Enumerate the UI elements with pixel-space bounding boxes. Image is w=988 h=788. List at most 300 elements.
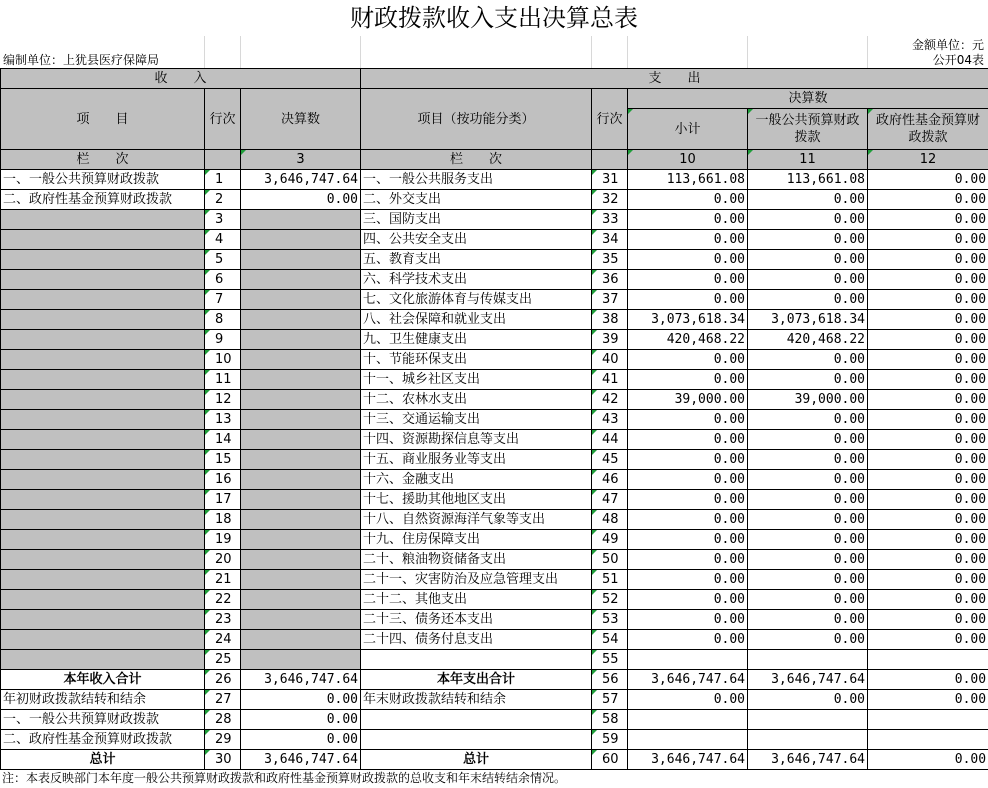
general-budget-cell: 0.00 (748, 430, 868, 450)
income-item-cell (1, 630, 205, 650)
subtotal-cell: 0.00 (628, 690, 748, 710)
line-number-cell: 30 (205, 750, 241, 770)
fund-budget-cell: 0.00 (868, 210, 988, 230)
line-number-cell: 41 (592, 370, 628, 390)
fiscal-table (0, 68, 988, 770)
subtotal-cell: 0.00 (628, 570, 748, 590)
general-budget-cell: 420,468.22 (748, 330, 868, 350)
general-budget-cell: 3,646,747.64 (748, 750, 868, 770)
subtotal-cell (628, 650, 748, 670)
general-budget-cell: 0.00 (748, 270, 868, 290)
line-number-cell: 14 (205, 430, 241, 450)
fund-budget-cell: 0.00 (868, 370, 988, 390)
sheet-gridline (591, 36, 592, 68)
income-amount-cell: 0.00 (241, 710, 361, 730)
column-index-label: 栏 次 (361, 150, 592, 170)
income-amount-cell (241, 530, 361, 550)
column-index: 12 (868, 150, 988, 170)
income-amount-cell (241, 270, 361, 290)
subtotal-cell: 0.00 (628, 290, 748, 310)
subtotal-cell: 420,468.22 (628, 330, 748, 350)
table-row (1, 670, 988, 690)
table-row (1, 570, 988, 590)
footnote: 注：本表反映部门本年度一般公共预算财政拨款和政府性基金预算财政拨款的总收支和年末结转结余情况。 (2, 771, 567, 785)
general-budget-cell: 0.00 (748, 370, 868, 390)
subtotal-cell: 0.00 (628, 370, 748, 390)
income-amount-cell (241, 330, 361, 350)
line-number-cell: 52 (592, 590, 628, 610)
line-number-cell: 20 (205, 550, 241, 570)
income-item-cell (1, 290, 205, 310)
income-amount-cell (241, 590, 361, 610)
column-index-label: 栏 次 (1, 150, 205, 170)
table-row (1, 610, 988, 630)
expense-item-cell: 本年支出合计 (361, 670, 592, 690)
income-amount-cell (241, 230, 361, 250)
expense-item-cell: 九、卫生健康支出 (361, 330, 592, 350)
column-index: 11 (748, 150, 868, 170)
general-budget-cell: 0.00 (748, 190, 868, 210)
general-budget-cell: 0.00 (748, 490, 868, 510)
line-no-header: 行次 (205, 89, 241, 150)
table-row (1, 530, 988, 550)
fund-budget-cell: 0.00 (868, 530, 988, 550)
subtotal-cell: 0.00 (628, 470, 748, 490)
fund-budget-cell: 0.00 (868, 190, 988, 210)
fund-budget-cell: 0.00 (868, 410, 988, 430)
table-row (1, 550, 988, 570)
line-number-cell: 26 (205, 670, 241, 690)
general-budget-cell: 0.00 (748, 230, 868, 250)
subtotal-cell: 113,661.08 (628, 170, 748, 190)
line-number-cell: 11 (205, 370, 241, 390)
subtotal-cell: 0.00 (628, 350, 748, 370)
fund-budget-cell: 0.00 (868, 390, 988, 410)
column-index: 3 (241, 150, 361, 170)
table-row (1, 510, 988, 530)
income-item-cell (1, 550, 205, 570)
income-amount-cell (241, 430, 361, 450)
income-amount-cell: 3,646,747.64 (241, 170, 361, 190)
fund-budget-cell: 0.00 (868, 250, 988, 270)
table-row (1, 230, 988, 250)
line-number-cell: 8 (205, 310, 241, 330)
income-item-cell (1, 410, 205, 430)
fund-budget-cell: 0.00 (868, 630, 988, 650)
line-number-cell: 46 (592, 470, 628, 490)
income-item-cell (1, 510, 205, 530)
expense-item-cell: 二十四、债务付息支出 (361, 630, 592, 650)
general-budget-cell: 0.00 (748, 550, 868, 570)
line-number-cell: 2 (205, 190, 241, 210)
expense-header: 支 出 (361, 69, 988, 89)
income-amount-cell (241, 350, 361, 370)
item-by-function-header: 项目（按功能分类） (361, 89, 592, 150)
line-number-cell: 53 (592, 610, 628, 630)
final-amount-header: 决算数 (241, 89, 361, 150)
general-budget-cell (748, 730, 868, 750)
income-amount-cell: 0.00 (241, 190, 361, 210)
line-number-cell: 22 (205, 590, 241, 610)
table-row (1, 590, 988, 610)
fund-budget-cell: 0.00 (868, 290, 988, 310)
income-amount-cell (241, 210, 361, 230)
line-number-cell: 35 (592, 250, 628, 270)
line-number-cell: 24 (205, 630, 241, 650)
general-budget-cell: 0.00 (748, 250, 868, 270)
general-budget-cell: 0.00 (748, 290, 868, 310)
line-number-cell: 56 (592, 670, 628, 690)
subtotal-cell: 0.00 (628, 430, 748, 450)
table-row (1, 390, 988, 410)
subtotal-cell: 0.00 (628, 450, 748, 470)
line-number-cell: 39 (592, 330, 628, 350)
expense-item-cell: 一、一般公共服务支出 (361, 170, 592, 190)
income-amount-cell (241, 250, 361, 270)
expense-item-cell: 十二、农林水支出 (361, 390, 592, 410)
income-item-cell (1, 390, 205, 410)
sheet-gridline (867, 36, 868, 68)
table-row (1, 690, 988, 710)
line-number-cell: 12 (205, 390, 241, 410)
subtotal-header: 小计 (628, 109, 748, 150)
income-item-cell: 一、一般公共预算财政拨款 (1, 170, 205, 190)
income-amount-cell (241, 510, 361, 530)
table-row (1, 490, 988, 510)
expense-item-cell: 二、外交支出 (361, 190, 592, 210)
line-number-cell: 36 (592, 270, 628, 290)
expense-item-cell: 十一、城乡社区支出 (361, 370, 592, 390)
line-number-cell: 31 (592, 170, 628, 190)
sheet-gridline (627, 36, 628, 68)
income-amount-cell: 0.00 (241, 690, 361, 710)
expense-item-cell: 十六、金融支出 (361, 470, 592, 490)
subtotal-cell: 0.00 (628, 230, 748, 250)
general-budget-cell: 0.00 (748, 510, 868, 530)
line-number-cell: 18 (205, 510, 241, 530)
income-item-cell (1, 210, 205, 230)
table-row (1, 330, 988, 350)
income-amount-cell: 3,646,747.64 (241, 670, 361, 690)
income-item-cell: 二、政府性基金预算财政拨款 (1, 730, 205, 750)
line-number-cell: 47 (592, 490, 628, 510)
income-item-cell: 二、政府性基金预算财政拨款 (1, 190, 205, 210)
subtotal-cell: 0.00 (628, 490, 748, 510)
unit-label: 金额单位：元 (911, 38, 984, 52)
income-item-cell (1, 350, 205, 370)
income-item-cell (1, 330, 205, 350)
fund-budget-cell: 0.00 (868, 750, 988, 770)
line-number-cell: 55 (592, 650, 628, 670)
expense-item-cell: 总计 (361, 750, 592, 770)
fund-budget-cell: 0.00 (868, 330, 988, 350)
subtotal-cell: 0.00 (628, 530, 748, 550)
general-budget-cell (748, 650, 868, 670)
expense-item-cell: 十七、援助其他地区支出 (361, 490, 592, 510)
subtotal-cell: 0.00 (628, 510, 748, 530)
sheet-gridline (360, 36, 361, 68)
subtotal-cell: 0.00 (628, 250, 748, 270)
expense-item-cell: 六、科学技术支出 (361, 270, 592, 290)
item-header: 项 目 (1, 89, 205, 150)
income-amount-cell: 0.00 (241, 730, 361, 750)
fund-budget-cell (868, 730, 988, 750)
expense-item-cell: 七、文化旅游体育与传媒支出 (361, 290, 592, 310)
general-budget-cell: 0.00 (748, 630, 868, 650)
income-amount-cell: 3,646,747.64 (241, 750, 361, 770)
line-number-cell: 34 (592, 230, 628, 250)
income-item-cell (1, 250, 205, 270)
line-number-cell: 60 (592, 750, 628, 770)
table-body (1, 170, 988, 770)
subtotal-cell: 0.00 (628, 610, 748, 630)
fund-budget-cell: 0.00 (868, 610, 988, 630)
subtotal-cell (628, 710, 748, 730)
expense-item-cell (361, 710, 592, 730)
fund-budget-header: 政府性基金预算财政拨款 (868, 109, 988, 150)
line-number-cell: 15 (205, 450, 241, 470)
general-budget-cell: 39,000.00 (748, 390, 868, 410)
income-amount-cell (241, 290, 361, 310)
expense-item-cell: 年末财政拨款结转和结余 (361, 690, 592, 710)
expense-item-cell: 二十一、灾害防治及应急管理支出 (361, 570, 592, 590)
org-label: 编制单位：上犹县医疗保障局 (3, 53, 160, 67)
final-amount-group-header: 决算数 (628, 89, 988, 109)
income-amount-cell (241, 570, 361, 590)
table-row (1, 290, 988, 310)
income-item-cell (1, 310, 205, 330)
expense-item-cell: 十三、交通运输支出 (361, 410, 592, 430)
table-row (1, 710, 988, 730)
fund-budget-cell: 0.00 (868, 270, 988, 290)
general-budget-cell: 0.00 (748, 450, 868, 470)
subtotal-cell: 0.00 (628, 410, 748, 430)
expense-item-cell: 二十二、其他支出 (361, 590, 592, 610)
line-number-cell: 32 (592, 190, 628, 210)
table-row (1, 410, 988, 430)
line-number-cell: 57 (592, 690, 628, 710)
income-amount-cell (241, 310, 361, 330)
expense-item-cell: 十、节能环保支出 (361, 350, 592, 370)
expense-item-cell: 十九、住房保障支出 (361, 530, 592, 550)
income-item-cell: 一、一般公共预算财政拨款 (1, 710, 205, 730)
general-budget-header: 一般公共预算财政拨款 (748, 109, 868, 150)
fund-budget-cell: 0.00 (868, 490, 988, 510)
table-row (1, 450, 988, 470)
line-number-cell: 13 (205, 410, 241, 430)
expense-item-cell: 十五、商业服务业等支出 (361, 450, 592, 470)
subtotal-cell: 0.00 (628, 270, 748, 290)
line-number-cell: 3 (205, 210, 241, 230)
general-budget-cell: 0.00 (748, 410, 868, 430)
line-number-cell: 40 (592, 350, 628, 370)
line-number-cell: 43 (592, 410, 628, 430)
expense-item-cell: 十八、自然资源海洋气象等支出 (361, 510, 592, 530)
line-number-cell: 37 (592, 290, 628, 310)
income-item-cell (1, 610, 205, 630)
income-item-cell (1, 370, 205, 390)
subtotal-cell: 0.00 (628, 210, 748, 230)
line-number-cell: 38 (592, 310, 628, 330)
line-number-cell: 48 (592, 510, 628, 530)
table-row (1, 190, 988, 210)
column-index (205, 150, 241, 170)
line-no-header: 行次 (592, 89, 628, 150)
line-number-cell: 7 (205, 290, 241, 310)
line-number-cell: 49 (592, 530, 628, 550)
table-row (1, 270, 988, 290)
fund-budget-cell: 0.00 (868, 690, 988, 710)
fund-budget-cell: 0.00 (868, 470, 988, 490)
table-row (1, 750, 988, 770)
income-amount-cell (241, 470, 361, 490)
fund-budget-cell: 0.00 (868, 350, 988, 370)
sheet-gridline (204, 36, 205, 68)
column-index: 10 (628, 150, 748, 170)
general-budget-cell: 0.00 (748, 530, 868, 550)
income-item-cell (1, 430, 205, 450)
fund-budget-cell: 0.00 (868, 310, 988, 330)
general-budget-cell (748, 710, 868, 730)
table-row (1, 730, 988, 750)
general-budget-cell: 3,073,618.34 (748, 310, 868, 330)
sheet-gridline (747, 36, 748, 68)
general-budget-cell: 0.00 (748, 610, 868, 630)
subtotal-cell: 0.00 (628, 190, 748, 210)
fund-budget-cell (868, 650, 988, 670)
income-amount-cell (241, 550, 361, 570)
income-item-cell (1, 590, 205, 610)
line-number-cell: 28 (205, 710, 241, 730)
general-budget-cell: 3,646,747.64 (748, 670, 868, 690)
income-item-cell (1, 470, 205, 490)
income-item-cell (1, 570, 205, 590)
general-budget-cell: 0.00 (748, 590, 868, 610)
income-amount-cell (241, 610, 361, 630)
line-number-cell: 6 (205, 270, 241, 290)
general-budget-cell: 0.00 (748, 570, 868, 590)
line-number-cell: 17 (205, 490, 241, 510)
subtotal-cell: 3,646,747.64 (628, 670, 748, 690)
report-title: 财政拨款收入支出决算总表 (350, 4, 638, 32)
line-number-cell: 23 (205, 610, 241, 630)
subtotal-cell: 39,000.00 (628, 390, 748, 410)
line-number-cell: 50 (592, 550, 628, 570)
line-number-cell: 45 (592, 450, 628, 470)
line-number-cell: 4 (205, 230, 241, 250)
income-item-cell (1, 230, 205, 250)
income-item-cell: 本年收入合计 (1, 670, 205, 690)
income-item-cell: 总计 (1, 750, 205, 770)
fund-budget-cell: 0.00 (868, 170, 988, 190)
income-amount-cell (241, 370, 361, 390)
income-item-cell (1, 450, 205, 470)
income-item-cell (1, 270, 205, 290)
income-amount-cell (241, 490, 361, 510)
fund-budget-cell (868, 710, 988, 730)
table-row (1, 250, 988, 270)
expense-item-cell: 十四、资源勘探信息等支出 (361, 430, 592, 450)
expense-item-cell: 四、公共安全支出 (361, 230, 592, 250)
expense-item-cell: 二十、粮油物资储备支出 (361, 550, 592, 570)
subtotal-cell: 0.00 (628, 630, 748, 650)
line-number-cell: 21 (205, 570, 241, 590)
subtotal-cell (628, 730, 748, 750)
line-number-cell: 42 (592, 390, 628, 410)
expense-item-cell: 三、国防支出 (361, 210, 592, 230)
subtotal-cell: 3,646,747.64 (628, 750, 748, 770)
line-number-cell: 16 (205, 470, 241, 490)
income-header: 收 入 (1, 69, 361, 89)
table-row (1, 350, 988, 370)
line-number-cell: 29 (205, 730, 241, 750)
subtotal-cell: 0.00 (628, 590, 748, 610)
fund-budget-cell: 0.00 (868, 670, 988, 690)
line-number-cell: 25 (205, 650, 241, 670)
income-amount-cell (241, 390, 361, 410)
income-amount-cell (241, 410, 361, 430)
line-number-cell: 44 (592, 430, 628, 450)
line-number-cell: 19 (205, 530, 241, 550)
fund-budget-cell: 0.00 (868, 230, 988, 250)
table-number: 公开04表 (932, 53, 984, 67)
table-row (1, 210, 988, 230)
general-budget-cell: 0.00 (748, 470, 868, 490)
sheet-gridline (240, 36, 241, 68)
general-budget-cell: 0.00 (748, 690, 868, 710)
table-row (1, 430, 988, 450)
line-number-cell: 1 (205, 170, 241, 190)
income-amount-cell (241, 450, 361, 470)
line-number-cell: 27 (205, 690, 241, 710)
fund-budget-cell: 0.00 (868, 550, 988, 570)
fund-budget-cell: 0.00 (868, 430, 988, 450)
table-row (1, 310, 988, 330)
line-number-cell: 5 (205, 250, 241, 270)
fund-budget-cell: 0.00 (868, 570, 988, 590)
expense-item-cell (361, 650, 592, 670)
line-number-cell: 51 (592, 570, 628, 590)
expense-item-cell: 五、教育支出 (361, 250, 592, 270)
general-budget-cell: 113,661.08 (748, 170, 868, 190)
line-number-cell: 59 (592, 730, 628, 750)
income-amount-cell (241, 630, 361, 650)
general-budget-cell: 0.00 (748, 210, 868, 230)
subtotal-cell: 0.00 (628, 550, 748, 570)
line-number-cell: 58 (592, 710, 628, 730)
line-number-cell: 33 (592, 210, 628, 230)
income-item-cell (1, 530, 205, 550)
table-row (1, 370, 988, 390)
subtotal-cell: 3,073,618.34 (628, 310, 748, 330)
expense-item-cell (361, 730, 592, 750)
table-row (1, 630, 988, 650)
income-item-cell (1, 490, 205, 510)
fund-budget-cell: 0.00 (868, 590, 988, 610)
expense-item-cell: 八、社会保障和就业支出 (361, 310, 592, 330)
table-row (1, 650, 988, 670)
income-item-cell (1, 650, 205, 670)
table-row (1, 170, 988, 190)
fund-budget-cell: 0.00 (868, 450, 988, 470)
general-budget-cell: 0.00 (748, 350, 868, 370)
fund-budget-cell: 0.00 (868, 510, 988, 530)
line-number-cell: 9 (205, 330, 241, 350)
column-index (592, 150, 628, 170)
table-row (1, 470, 988, 490)
line-number-cell: 54 (592, 630, 628, 650)
income-item-cell: 年初财政拨款结转和结余 (1, 690, 205, 710)
